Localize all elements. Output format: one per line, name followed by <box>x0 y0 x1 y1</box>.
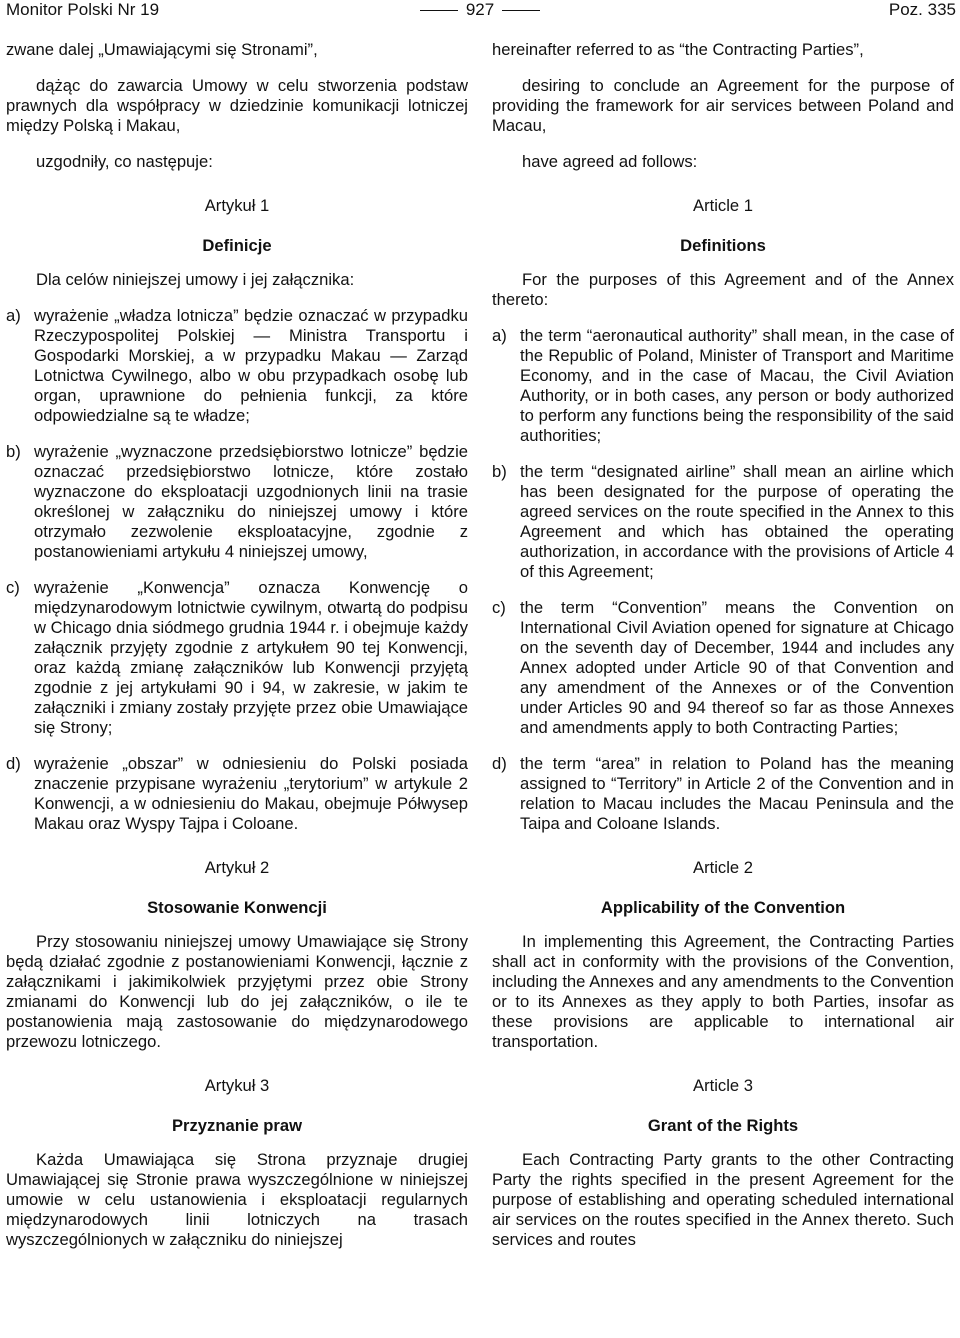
item-text: wyrażenie „Konwencja” oznacza Konwencję o międzynarodowym lotnictwie cywilnym, otwartą do podpisu w Chicago dnia siódmego grudnia 1944 r. i obejmuje każdy załącznik przyjęty zgodnie z artykułem 90 tej Konwencji, oraz każdą zmianę załączników lub Konwencji przyjętą zgodnie z jej artykułami 90 i 94, w zakresie, w jakim te załączniki i zmiany zostały przyjęte przez obie Umawiające się Strony; <box>34 578 468 737</box>
item-label: a) <box>492 326 507 345</box>
pl-article-3-heading: Artykuł 3 <box>204 1076 270 1095</box>
polish-column <box>6 40 468 1338</box>
en-article-1-heading: Article 1 <box>693 196 753 215</box>
pl-paragraph-desiring: dążąc do zawarcia Umowy w celu stworzenia podstaw prawnych dla współpracy w dziedzinie komunikacji lotniczej między Polską i Makau, <box>6 76 468 135</box>
en-article-2-text: In implementing this Agreement, the Contracting Parties shall act in conformity with the provisions of the Convention, including the Annexes and any amendments to the Convention or to its Annexes as they apply to both Parties, insofar as these provisions are applicable to international air transportation. <box>492 932 954 1051</box>
pl-article-2-text: Przy stosowaniu niniejszej umowy Umawiające się Strony będą działać zgodnie z postanowieniami Konwencji, łącznie z załącznikami i jakimikolwiek przyjętymi przez obie Strony zmianami do Konwencji lub do jej załączników, o ile te postanowienia mają zastosowanie do międzynarodowego przewozu lotniczego. <box>6 932 468 1051</box>
item-label: c) <box>6 578 20 597</box>
pl-article-2-title: Stosowanie Konwencji <box>147 898 327 917</box>
item-text: wyrażenie „obszar” w odniesieniu do Polski posiada znaczenie przypisane wyrażeniu „terytorium” w artykule 2 Konwencji, a w odniesieniu do Makau, obejmuje Półwysep Makau oraz Wyspy Tajpa i Coloane. <box>34 754 468 833</box>
en-article-3-heading: Article 3 <box>693 1076 753 1095</box>
dash-right <box>502 10 540 11</box>
page-number-wrap <box>0 0 960 20</box>
english-column <box>492 40 954 1338</box>
en-paragraph-desiring: desiring to conclude an Agreement for the purpose of providing the framework for air services between Poland and Macau, <box>492 76 954 135</box>
item-text: the term “Convention” means the Convention on International Civil Aviation opened for signature at Chicago on the seventh day of December, 1944 and includes any Annex adopted under Article 90 of that Convention and any amendment of the Annexes or of the Convention under Articles 90 and 94 thereof so far as those Annexes and amendments apply to both Contracting Parties; <box>520 598 954 737</box>
pl-article-2-heading: Artykuł 2 <box>204 858 270 877</box>
pl-article-1-heading: Artykuł 1 <box>204 196 270 215</box>
pl-definition-item <box>6 306 468 426</box>
en-article-3-title: Grant of the Rights <box>647 1116 799 1135</box>
pl-article-3-title: Przyznanie praw <box>171 1116 303 1135</box>
en-definition-item <box>492 598 954 738</box>
pl-article-1-title: Definicje <box>202 236 272 255</box>
en-definition-item <box>492 754 954 834</box>
pl-article-1-intro: Dla celów niniejszej umowy i jej załącznika: <box>36 270 355 289</box>
item-text: the term “designated airline” shall mean an airline which has been designated for the purpose of operating the agreed services on the route specified in the Annex to this Agreement and which has obtained the operating authorization, in accordance with the provisions of Article 4 of this Agreement; <box>520 462 954 581</box>
en-article-3-text: Each Contracting Party grants to the other Contracting Party the rights specified in the present Agreement for the purpose of establishing and operating scheduled international air services on the routes specified in the Annex thereto. Such services and routes <box>492 1150 954 1249</box>
en-paragraph-parties: hereinafter referred to as “the Contracting Parties”, <box>492 40 864 59</box>
item-text: the term “area” in relation to Poland has the meaning assigned to “Territory” in Article 2 of the Convention and in relation to Macau includes the Macau Peninsula and the Taipa and Coloane Islands. <box>520 754 954 833</box>
en-definition-item <box>492 326 954 446</box>
en-article-1-title: Definitions <box>680 236 766 255</box>
pl-paragraph-parties: zwane dalej „Umawiającymi się Stronami”, <box>6 40 318 59</box>
item-label: b) <box>6 442 21 461</box>
item-label: d) <box>6 754 21 773</box>
en-paragraph-agreed: have agreed ad follows: <box>522 152 698 171</box>
item-text: wyrażenie „władza lotnicza” będzie oznaczać w przypadku Rzeczypospolitej Polskiej — Ministra Transportu i Gospodarki Morskiej, a w przypadku Makau — Zarząd Lotnictwa Cywilnego, albo w obu przypadkach osobę lub organ, uprawnione do pełnienia funkcji, za które odpowiedzialne są te władze; <box>34 306 468 425</box>
journal-title: Monitor Polski Nr 19 <box>6 0 160 19</box>
pl-definition-item <box>6 578 468 738</box>
en-article-2-title: Applicability of the Convention <box>600 898 846 917</box>
page-header <box>0 0 960 20</box>
position-number: Poz. 335 <box>888 0 956 19</box>
item-text: the term “aeronautical authority” shall mean, in the case of the Republic of Poland, Minister of Transport and Maritime Economy, and in the case of Macau, the Civil Aviation Authority, or in both cases, any person or body authorized to perform any functions being the responsibility of the said authorities; <box>520 326 954 445</box>
page-number: 927 <box>465 0 495 19</box>
item-text: wyrażenie „wyznaczone przedsiębiorstwo lotnicze” będzie oznaczać przedsiębiorstwo lotnicze, które zostało wyznaczone do eksploatacji uzgodnionych linii na trasie określonej w załączniku do niniejszej umowy i które otrzymało zezwolenie eksploatacyjne, zgodnie z postanowieniami artykułu 4 niniejszej umowy, <box>34 442 468 561</box>
item-label: a) <box>6 306 21 325</box>
item-label: b) <box>492 462 507 481</box>
pl-definition-item <box>6 754 468 834</box>
pl-definition-item <box>6 442 468 562</box>
item-label: d) <box>492 754 507 773</box>
dash-left <box>420 10 458 11</box>
en-article-2-heading: Article 2 <box>693 858 753 877</box>
pl-article-3-text: Każda Umawiająca się Strona przyznaje drugiej Umawiającej się Stronie prawa wyszczególnione w niniejszej umowie w celu ustanowienia i eksploatacji regularnych międzynarodowych linii lotniczych na trasach wyszczególnionych w załączniku do niniejszej <box>6 1150 468 1249</box>
en-article-1-intro: For the purposes of this Agreement and of the Annex thereto: <box>492 270 954 309</box>
item-label: c) <box>492 598 506 617</box>
en-definition-item <box>492 462 954 582</box>
pl-paragraph-agreed: uzgodniły, co następuje: <box>36 152 213 171</box>
